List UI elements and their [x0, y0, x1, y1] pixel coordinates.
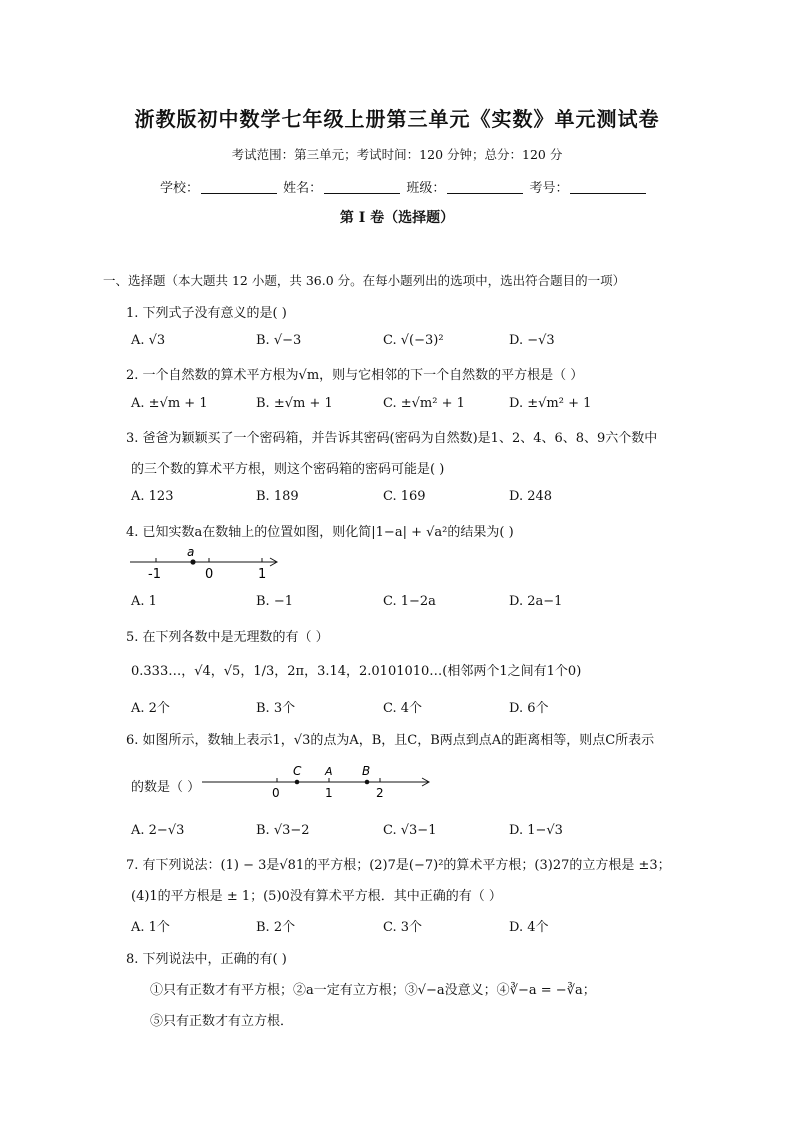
q7-option-d[interactable]: D. 4个 [509, 920, 549, 935]
q5-option-a[interactable]: A. 2个 [131, 701, 170, 716]
label-1: 1 [325, 786, 333, 800]
point-a-label: A [325, 765, 333, 778]
q5-option-c[interactable]: C. 4个 [383, 701, 423, 716]
q6-option-c[interactable]: C. √3−1 [383, 823, 437, 838]
q7-option-c[interactable]: C. 3个 [383, 920, 423, 935]
q3-option-b[interactable]: B. 189 [256, 489, 299, 504]
q2-option-b[interactable]: B. ±√m + 1 [256, 396, 333, 411]
q6-option-d[interactable]: D. 1−√3 [509, 823, 563, 838]
q5-option-d[interactable]: D. 6个 [509, 701, 549, 716]
point-a [190, 559, 195, 564]
question-7: 7. 有下列说法：(1) − 3是√81的平方根；(2)7是(−7)²的算术平方根；(3)27的立方根是 ±3； [126, 858, 671, 873]
q5-option-b[interactable]: B. 3个 [256, 701, 296, 716]
exam-info: 考试范围：第三单元；考试时间：120 分钟；总分：120 分 [231, 147, 563, 162]
question-8: 8. 下列说法中，正确的有( ) [126, 952, 287, 967]
field-id-label: 考号： [529, 181, 569, 196]
question-3: 3. 爸爸为颖颖买了一个密码箱，并告诉其密码(密码为自然数)是1、2、4、6、8、9六个数中 [126, 431, 658, 446]
question-6: 6. 如图所示，数轴上表示1，√3的点为A，B，且C，B两点到点A的距离相等，则点C所表示 [126, 733, 655, 748]
q7-option-b[interactable]: B. 2个 [256, 920, 296, 935]
question-5: 5. 在下列各数中是无理数的有（ ） [126, 630, 329, 645]
point-c [295, 780, 300, 785]
question-2: 2. 一个自然数的算术平方根为√m，则与它相邻的下一个自然数的平方根是（ ） [126, 368, 584, 383]
number-line-figure-1 [126, 544, 286, 582]
label-1: 1 [258, 567, 267, 582]
field-school-label: 学校： [160, 181, 200, 196]
question-6-cont: 的数是（ ） [131, 780, 201, 795]
question-4: 4. 已知实数a在数轴上的位置如图，则化简|1−a| + √a²的结果为( ) [126, 525, 514, 540]
question-8-statements: ①只有正数才有平方根；②a一定有立方根；③√−a没意义；④∛−a = −∛a； [150, 983, 596, 998]
question-1: 1. 下列式子没有意义的是( ) [126, 306, 287, 321]
q3-option-c[interactable]: C. 169 [383, 489, 426, 504]
field-school-blank[interactable] [201, 180, 277, 194]
question-7-cont: (4)1的平方根是 ± 1；(5)0没有算术平方根．其中正确的有（ ） [131, 889, 502, 904]
question-8-statement-5: ⑤只有正数才有立方根． [150, 1014, 294, 1029]
q1-option-b[interactable]: B. √−3 [256, 333, 302, 348]
field-name-blank[interactable] [324, 180, 400, 194]
q2-option-c[interactable]: C. ±√m² + 1 [383, 396, 465, 411]
label-2: 2 [376, 786, 384, 800]
q2-option-a[interactable]: A. ±√m + 1 [131, 396, 208, 411]
q7-option-a[interactable]: A. 1个 [131, 920, 170, 935]
q1-option-d[interactable]: D. −√3 [509, 333, 555, 348]
point-b [365, 780, 370, 785]
section-heading: 一、选择题（本大题共 12 小题，共 36.0 分。在每小题列出的选项中，选出符合题目的一项） [103, 273, 626, 288]
part-heading: 第 I 卷（选择题） [339, 210, 455, 226]
q4-option-a[interactable]: A. 1 [131, 594, 157, 609]
q1-option-c[interactable]: C. √(−3)² [383, 333, 444, 348]
question-5-numbers: 0.333…，√4，√5，1/3，2π，3.14，2.0101010…(相邻两个1之间有1个0) [131, 664, 582, 679]
q3-option-d[interactable]: D. 248 [509, 489, 553, 504]
field-id-blank[interactable] [570, 180, 646, 194]
page-title: 浙教版初中数学七年级上册第三单元《实数》单元测试卷 [134, 107, 660, 131]
point-a-label: a [187, 545, 195, 559]
student-fields [160, 177, 648, 196]
point-c-label: C [293, 764, 302, 778]
q6-option-a[interactable]: A. 2−√3 [131, 823, 185, 838]
label-neg1: -1 [148, 567, 161, 582]
label-0: 0 [205, 567, 214, 582]
q4-option-c[interactable]: C. 1−2a [383, 594, 436, 609]
label-0: 0 [272, 786, 280, 800]
field-name-label: 姓名： [283, 181, 323, 196]
q6-option-b[interactable]: B. √3−2 [256, 823, 310, 838]
q3-option-a[interactable]: A. 123 [131, 489, 174, 504]
q4-option-d[interactable]: D. 2a−1 [509, 594, 563, 609]
field-class-label: 班级： [406, 181, 446, 196]
point-b-label: B [362, 764, 371, 778]
q2-option-d[interactable]: D. ±√m² + 1 [509, 396, 592, 411]
question-3-cont: 的三个数的算术平方根，则这个密码箱的密码可能是( ) [131, 462, 445, 477]
number-line-figure-2 [200, 760, 436, 802]
field-class-blank[interactable] [447, 180, 523, 194]
q1-option-a[interactable]: A. √3 [131, 333, 166, 348]
q4-option-b[interactable]: B. −1 [256, 594, 293, 609]
